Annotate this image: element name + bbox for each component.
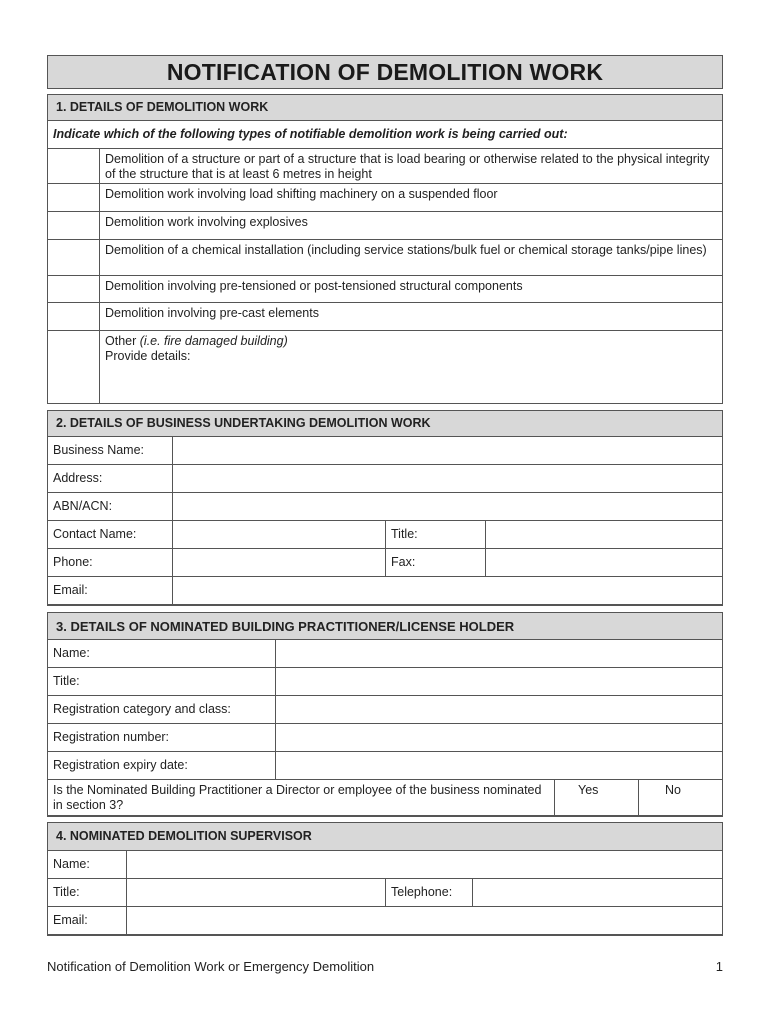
demolition-type-label: Demolition of a structure or part of a structure that is load bearing or otherwise related to the physical integrity of the structure that is at least 6 metres in height	[105, 152, 710, 181]
supervisor-name-row	[48, 851, 722, 879]
practitioner-title-row	[48, 668, 722, 696]
fax-label: Fax:	[386, 549, 486, 576]
phone-row	[48, 549, 722, 577]
reg-number-field[interactable]	[276, 724, 722, 751]
address-field[interactable]	[173, 465, 722, 492]
business-name-row	[48, 437, 722, 465]
abn-label: ABN/ACN:	[48, 493, 173, 520]
other-example: (i.e. fire damaged building)	[139, 334, 288, 348]
supervisor-telephone-label: Telephone:	[386, 879, 473, 906]
other-details-field[interactable]	[100, 331, 722, 403]
director-no-option[interactable]: No	[665, 783, 681, 797]
supervisor-email-field[interactable]	[127, 907, 722, 934]
demolition-type-label: Demolition of a chemical installation (including service stations/bulk fuel or chemical storage tanks/pipe lines)	[105, 243, 707, 257]
section3-heading: 3. DETAILS OF NOMINATED BUILDING PRACTITIONER/LICENSE HOLDER	[56, 618, 515, 634]
demolition-type-row	[48, 149, 722, 184]
section2-header	[48, 411, 722, 437]
other-label: Other	[105, 334, 137, 348]
demolition-type-row	[48, 303, 722, 331]
section4-heading: 4. NOMINATED DEMOLITION SUPERVISOR	[56, 829, 312, 843]
reg-category-field[interactable]	[276, 696, 722, 723]
section2-heading: 2. DETAILS OF BUSINESS UNDERTAKING DEMOLITION WORK	[56, 416, 431, 430]
supervisor-name-label: Name:	[48, 851, 127, 878]
contact-name-field[interactable]	[173, 521, 386, 548]
business-name-label: Business Name:	[48, 437, 173, 464]
director-question: Is the Nominated Building Practitioner a Director or employee of the business nominated in section 3?	[48, 780, 555, 815]
contact-name-label: Contact Name:	[48, 521, 173, 548]
email-label: Email:	[48, 577, 173, 604]
page-title: NOTIFICATION OF DEMOLITION WORK	[47, 55, 723, 89]
reg-category-label: Registration category and class:	[48, 696, 276, 723]
contact-row	[48, 521, 722, 549]
demolition-type-other-checkbox[interactable]	[48, 331, 100, 403]
director-question-row	[48, 780, 722, 816]
demolition-type-row	[48, 212, 722, 240]
address-label: Address:	[48, 465, 173, 492]
fax-field[interactable]	[486, 549, 722, 576]
section4-header	[48, 823, 722, 851]
demolition-type-checkbox[interactable]	[48, 240, 100, 275]
business-name-field[interactable]	[173, 437, 722, 464]
supervisor-title-field[interactable]	[127, 879, 386, 906]
demolition-type-row	[48, 240, 722, 276]
practitioner-name-label: Name:	[48, 640, 276, 667]
supervisor-name-field[interactable]	[127, 851, 722, 878]
reg-expiry-label: Registration expiry date:	[48, 752, 276, 779]
demolition-type-checkbox[interactable]	[48, 303, 100, 330]
demolition-type-checkbox[interactable]	[48, 212, 100, 239]
demolition-type-label: Demolition involving pre-tensioned or post-tensioned structural components	[105, 279, 523, 293]
reg-expiry-row	[48, 752, 722, 780]
abn-field[interactable]	[173, 493, 722, 520]
email-field[interactable]	[173, 577, 722, 604]
section1-instruction: Indicate which of the following types of notifiable demolition work is being carried out:	[53, 127, 568, 141]
address-row	[48, 465, 722, 493]
supervisor-title-label: Title:	[48, 879, 127, 906]
director-yes-option[interactable]: Yes	[555, 780, 639, 815]
supervisor-title-row	[48, 879, 722, 907]
phone-field[interactable]	[173, 549, 386, 576]
practitioner-title-label: Title:	[48, 668, 276, 695]
contact-title-field[interactable]	[486, 521, 722, 548]
demolition-type-row	[48, 184, 722, 212]
email-row	[48, 577, 722, 605]
practitioner-name-row	[48, 640, 722, 668]
section-demolition-details	[47, 94, 723, 404]
practitioner-title-field[interactable]	[276, 668, 722, 695]
supervisor-telephone-field[interactable]	[473, 879, 722, 906]
footer-text: Notification of Demolition Work or Emergency Demolition	[47, 959, 375, 974]
supervisor-email-row	[48, 907, 722, 935]
section3-header	[48, 613, 722, 640]
section1-instruction-row	[48, 121, 722, 149]
section-building-practitioner	[47, 612, 723, 817]
section1-heading: 1. DETAILS OF DEMOLITION WORK	[56, 100, 269, 114]
section-demolition-supervisor	[47, 822, 723, 936]
demolition-type-checkbox[interactable]	[48, 276, 100, 302]
page-number: 1	[715, 959, 723, 974]
demolition-type-label: Demolition work involving explosives	[105, 215, 308, 229]
demolition-type-checkbox[interactable]	[48, 184, 100, 211]
reg-number-row	[48, 724, 722, 752]
phone-label: Phone:	[48, 549, 173, 576]
demolition-type-checkbox[interactable]	[48, 149, 100, 183]
reg-number-label: Registration number:	[48, 724, 276, 751]
demolition-type-row	[48, 276, 722, 303]
other-details-label: Provide details:	[105, 349, 191, 363]
section1-header	[48, 95, 722, 121]
demolition-type-label: Demolition work involving load shifting machinery on a suspended floor	[105, 187, 498, 201]
practitioner-name-field[interactable]	[276, 640, 722, 667]
demolition-type-other-row	[48, 331, 722, 403]
reg-expiry-field[interactable]	[276, 752, 722, 779]
demolition-type-label: Demolition involving pre-cast elements	[105, 306, 319, 320]
abn-row	[48, 493, 722, 521]
reg-category-row	[48, 696, 722, 724]
section-business-details	[47, 410, 723, 606]
supervisor-email-label: Email:	[48, 907, 127, 934]
contact-title-label: Title:	[386, 521, 486, 548]
